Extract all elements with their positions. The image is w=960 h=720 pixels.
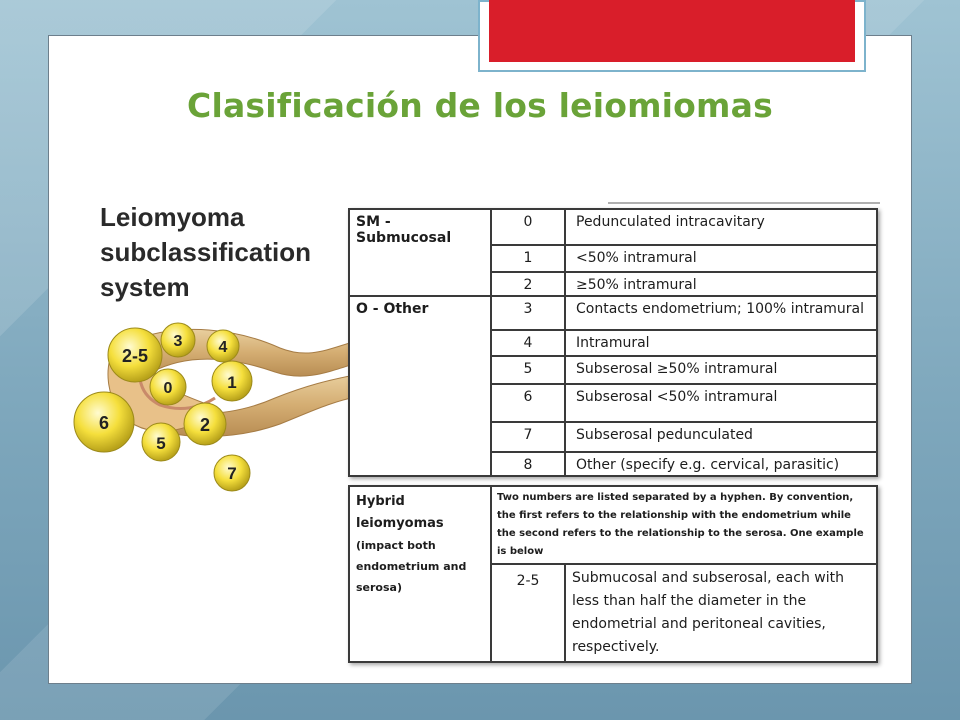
fibroid-2	[184, 403, 226, 445]
type-number: 0	[491, 209, 565, 245]
type-description: Subserosal ≥50% intramural	[565, 356, 877, 384]
svg-text:7: 7	[227, 464, 237, 483]
type-description: Subserosal <50% intramural	[565, 384, 877, 422]
type-number: 3	[491, 296, 565, 330]
fibroid-0	[150, 369, 186, 405]
type-description: Pedunculated intracavitary	[565, 209, 877, 245]
hybrid-label-line1: Hybrid	[356, 494, 405, 509]
header-accent-tab	[478, 0, 866, 72]
slide-title: Clasificación de los leiomiomas	[187, 86, 773, 125]
hybrid-table	[348, 485, 878, 663]
svg-text:4: 4	[218, 339, 228, 356]
type-description: <50% intramural	[565, 245, 877, 272]
svg-text:2: 2	[199, 415, 211, 435]
hybrid-sub-line1: (impact both	[356, 539, 436, 552]
group-label-other: O - Other	[349, 296, 491, 476]
svg-text:2-5: 2-5	[121, 346, 149, 366]
figure-heading	[100, 200, 350, 305]
classification-table	[348, 208, 878, 477]
type-number: 8	[491, 452, 565, 476]
table-top-rule	[608, 202, 880, 204]
group-label-submucosal: SM - Submucosal	[349, 209, 491, 296]
hybrid-label	[349, 486, 491, 662]
type-description: Contacts endometrium; 100% intramural	[565, 296, 877, 330]
fibroid-7	[214, 455, 250, 491]
fibroid-5	[142, 423, 180, 461]
figure-heading-line3: system	[100, 272, 190, 302]
table-row	[349, 296, 877, 330]
hybrid-sub-line2: endometrium and	[356, 560, 467, 573]
hybrid-sub-line3: serosa)	[356, 581, 402, 594]
hybrid-example-description: Submucosal and subserosal, each with less than half the diameter in the endometrial and peritoneal cavities, respectively.	[565, 564, 877, 662]
type-description: Intramural	[565, 330, 877, 356]
type-number: 6	[491, 384, 565, 422]
uterus-diagram	[60, 300, 360, 500]
svg-text:6: 6	[98, 413, 110, 433]
hybrid-example-number: 2-5	[491, 564, 565, 662]
hybrid-label-line2: leiomyomas	[356, 516, 444, 531]
red-accent-bar	[489, 0, 855, 62]
fibroid-6	[74, 392, 134, 452]
svg-text:5: 5	[156, 434, 166, 453]
type-number: 4	[491, 330, 565, 356]
type-description: Other (specify e.g. cervical, parasitic)	[565, 452, 877, 476]
type-number: 1	[491, 245, 565, 272]
type-number: 5	[491, 356, 565, 384]
type-number: 7	[491, 422, 565, 452]
table-row	[349, 209, 877, 245]
svg-text:3: 3	[173, 333, 183, 350]
figure-heading-line1: Leiomyoma	[100, 202, 245, 232]
fibroid-2-5	[108, 328, 162, 382]
fibroid-3	[161, 323, 195, 357]
fibroid-4	[207, 330, 239, 362]
fibroid-1	[212, 361, 252, 401]
hybrid-note: Two numbers are listed separated by a hyphen. By convention, the first refers to the relationship with the endometrium while the second refers to the relationship to the serosa. One example is below	[491, 486, 877, 564]
type-number: 2	[491, 272, 565, 296]
svg-text:0: 0	[163, 380, 173, 397]
svg-text:1: 1	[227, 373, 237, 392]
figure-heading-line2: subclassification	[100, 237, 311, 267]
table-row	[349, 486, 877, 564]
type-description: Subserosal pedunculated	[565, 422, 877, 452]
type-description: ≥50% intramural	[565, 272, 877, 296]
